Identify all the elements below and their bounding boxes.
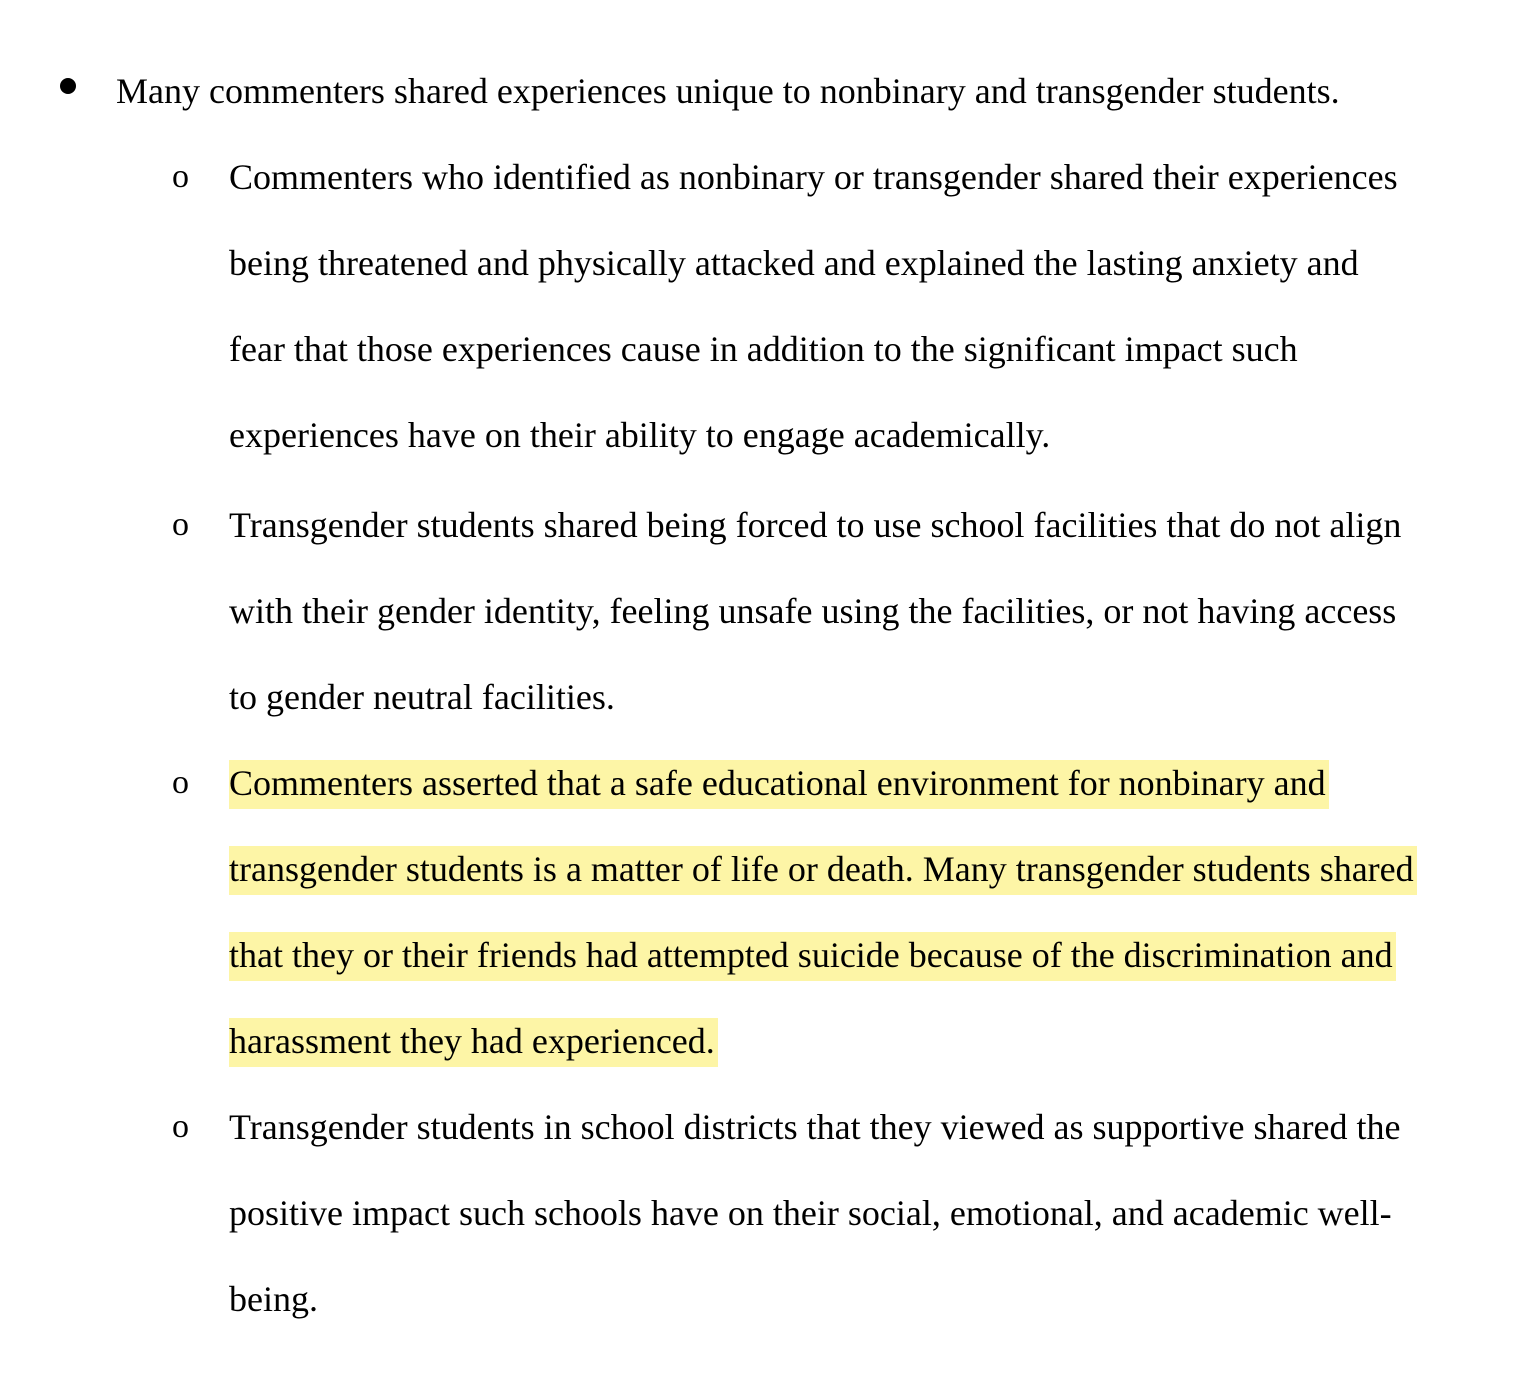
sub-item-2-line-3: to gender neutral facilities. <box>229 677 615 717</box>
bullet-icon <box>60 78 76 94</box>
sub-item-2-line-2: with their gender identity, feeling unsafe using the facilities, or not having access <box>229 591 1397 631</box>
sub-item-4-line-2: positive impact such schools have on their social, emotional, and academic well- <box>229 1193 1392 1233</box>
highlighted-text-line-3: that they or their friends had attempted suicide because of the discrimination and <box>229 932 1396 981</box>
hollow-bullet-icon: o <box>172 1108 189 1145</box>
highlighted-text-line-4: harassment they had experienced. <box>229 1018 718 1067</box>
sub-item-1-line-2: being threatened and physically attacked and explained the lasting anxiety and <box>229 243 1359 283</box>
sub-item-4-line-3: being. <box>229 1279 318 1319</box>
sub-item-1-line-1: Commenters who identified as nonbinary or transgender shared their experiences <box>229 157 1398 197</box>
sub-item-1-line-3: fear that those experiences cause in addition to the significant impact such <box>229 329 1298 369</box>
hollow-bullet-icon: o <box>172 506 189 543</box>
highlighted-text-line-1: Commenters asserted that a safe educational environment for nonbinary and <box>229 760 1329 809</box>
hollow-bullet-icon: o <box>172 764 189 801</box>
highlighted-text-line-2: transgender students is a matter of life or death. Many transgender students shared <box>229 846 1417 895</box>
hollow-bullet-icon: o <box>172 158 189 195</box>
top-bullet-text: Many commenters shared experiences unique to nonbinary and transgender students. <box>116 71 1340 111</box>
sub-item-1-line-4: experiences have on their ability to engage academically. <box>229 415 1051 455</box>
sub-item-4-line-1: Transgender students in school districts that they viewed as supportive shared the <box>229 1107 1401 1147</box>
sub-item-2-line-1: Transgender students shared being forced to use school facilities that do not align <box>229 505 1402 545</box>
